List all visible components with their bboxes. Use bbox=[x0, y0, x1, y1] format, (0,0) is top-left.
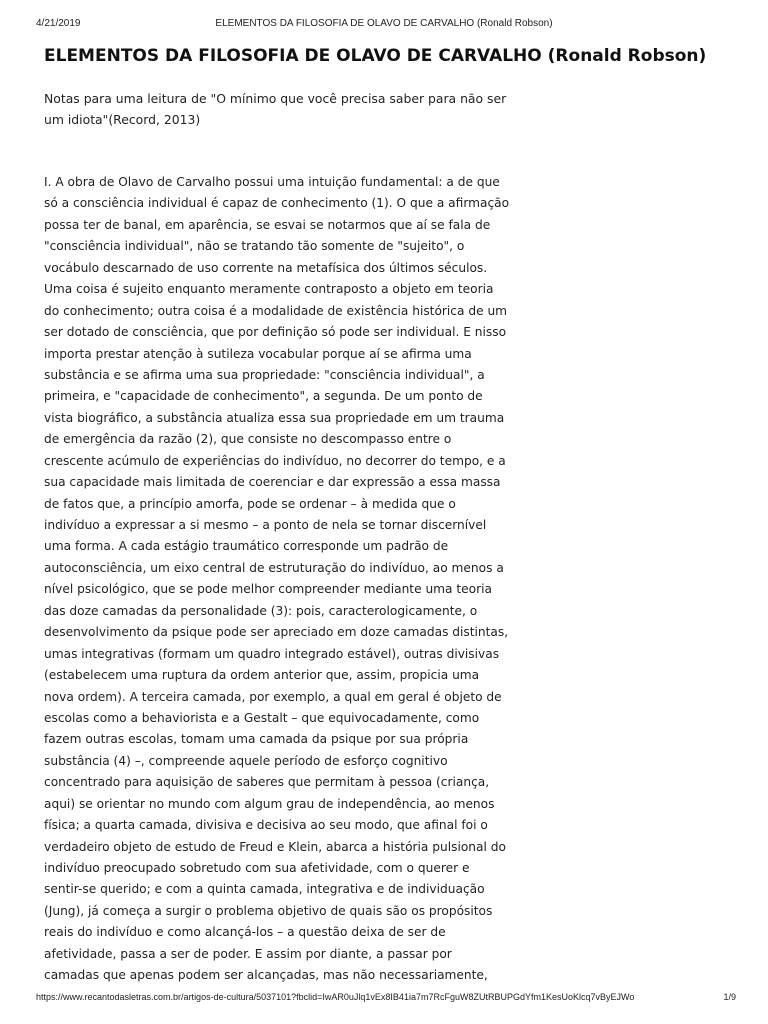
body-line: indivíduo a expressar a si mesmo – a ponto de nela se tornar discernível bbox=[44, 518, 487, 532]
body-line: concentrado para aquisição de saberes que permitam à pessoa (criança, bbox=[44, 775, 490, 790]
subtitle-line: Notas para uma leitura de "O mínimo que você precisa saber para não ser bbox=[44, 91, 507, 106]
body-line: das doze camadas da personalidade (3): pois, caracterologicamente, o bbox=[44, 603, 478, 618]
body-line: fazem outras escolas, tomam uma camada da psique por sua própria bbox=[44, 732, 469, 747]
body-line: substância (4) –, compreende aquele período de esforço cognitivo bbox=[44, 753, 448, 768]
body-line: possa ter de banal, em aparência, se esvai se notarmos que aí se fala de bbox=[44, 217, 491, 232]
body-line: nível psicológico, que se pode melhor compreender mediante uma teoria bbox=[44, 582, 492, 597]
body-line: I. A obra de Olavo de Carvalho possui uma intuição fundamental: a de que bbox=[44, 175, 500, 189]
body-line: de emergência da razão (2), que consiste no descompasso entre o bbox=[44, 432, 452, 447]
article-subtitle bbox=[44, 88, 524, 130]
print-footer bbox=[0, 992, 768, 1006]
body-line: afetividade, passa a ser de poder. E assim por diante, a passar por bbox=[44, 946, 452, 961]
subtitle-line: um idiota"(Record, 2013) bbox=[44, 112, 201, 127]
article-title: ELEMENTOS DA FILOSOFIA DE OLAVO DE CARVALHO (Ronald Robson) bbox=[44, 46, 707, 66]
body-line: "consciência individual", não se tratando tão somente de "sujeito", o bbox=[44, 239, 465, 254]
body-line: sua capacidade mais limitada de coerenciar e dar expressão a essa massa bbox=[44, 475, 501, 490]
body-line: (estabelecem uma ruptura da ordem anterior que, assim, propicia uma bbox=[44, 668, 480, 683]
body-line: do conhecimento; outra coisa é a modalidade de existência histórica de um bbox=[44, 303, 508, 318]
body-line: aqui) se orientar no mundo com algum grau de independência, ao menos bbox=[44, 796, 495, 811]
body-line: sentir-se querido; e com a quinta camada, integrativa e de individuação bbox=[44, 882, 485, 897]
body-line: vocábulo descarnado de uso corrente na metafísica dos últimos séculos. bbox=[44, 260, 488, 275]
body-line: ser dotado de consciência, que por definição só pode ser individual. E nisso bbox=[44, 325, 507, 340]
body-line: desenvolvimento da psique pode ser apreciado em doze camadas distintas, bbox=[44, 625, 509, 640]
body-line: indivíduo preocupado sobretudo com sua afetividade, com o querer e bbox=[44, 861, 470, 875]
body-line: física; a quarta camada, divisiva e decisiva ao seu modo, que afinal foi o bbox=[44, 818, 488, 833]
body-line: nova ordem). A terceira camada, por exemplo, a qual em geral é objeto de bbox=[44, 689, 502, 704]
body-line: Uma coisa é sujeito enquanto meramente contraposto a objeto em teoria bbox=[44, 282, 494, 297]
body-line: (Jung), já começa a surgir o problema objetivo de quais são os propósitos bbox=[44, 903, 493, 918]
body-line: camadas que apenas podem ser alcançadas, mas não necessariamente, bbox=[44, 968, 488, 983]
body-line: crescente acúmulo de experiências do indivíduo, no decorrer do tempo, e a bbox=[44, 453, 506, 468]
body-line: só a consciência individual é capaz de conhecimento (1). O que a afirmação bbox=[44, 196, 510, 211]
body-line: reais do indivíduo e como alcançá-los – a questão deixa de ser de bbox=[44, 925, 446, 940]
body-line: verdadeiro objeto de estudo de Freud e Klein, abarca a história pulsional do bbox=[44, 839, 506, 854]
page-url: https://www.recantodasletras.com.br/artigos-de-cultura/5037101?fbclid=IwAR0uJlq1vEx8IB41ia7m7RcFguW8ZUtRBUPGdYfm1KesUoKlcq7vByEJWo bbox=[36, 992, 635, 1002]
body-line: vista biográfico, a substância atualiza essa sua propriedade em um trauma bbox=[44, 410, 505, 425]
article-body bbox=[44, 172, 514, 987]
body-line: de fatos que, a princípio amorfa, pode se ordenar – à medida que o bbox=[44, 496, 456, 511]
print-date: 4/21/2019 bbox=[36, 18, 81, 29]
print-header-title: ELEMENTOS DA FILOSOFIA DE OLAVO DE CARVALHO (Ronald Robson) bbox=[215, 18, 553, 29]
print-header bbox=[0, 18, 768, 32]
body-line: substância e se afirma uma sua propriedade: "consciência individual", a bbox=[44, 367, 485, 382]
body-line: importa prestar atenção à sutileza vocabular porque aí se afirma uma bbox=[44, 346, 472, 361]
body-line: uma forma. A cada estágio traumático corresponde um padrão de bbox=[44, 539, 449, 554]
body-line: umas integrativas (formam um quadro integrado estável), outras divisivas bbox=[44, 646, 500, 661]
body-line: primeira, e "capacidade de conhecimento", a segunda. De um ponto de bbox=[44, 389, 483, 404]
body-line: autoconsciência, um eixo central de estruturação do indivíduo, ao menos a bbox=[44, 560, 504, 575]
page-number: 1/9 bbox=[723, 992, 736, 1002]
body-line: escolas como a behaviorista e a Gestalt – que equivocadamente, como bbox=[44, 710, 480, 725]
